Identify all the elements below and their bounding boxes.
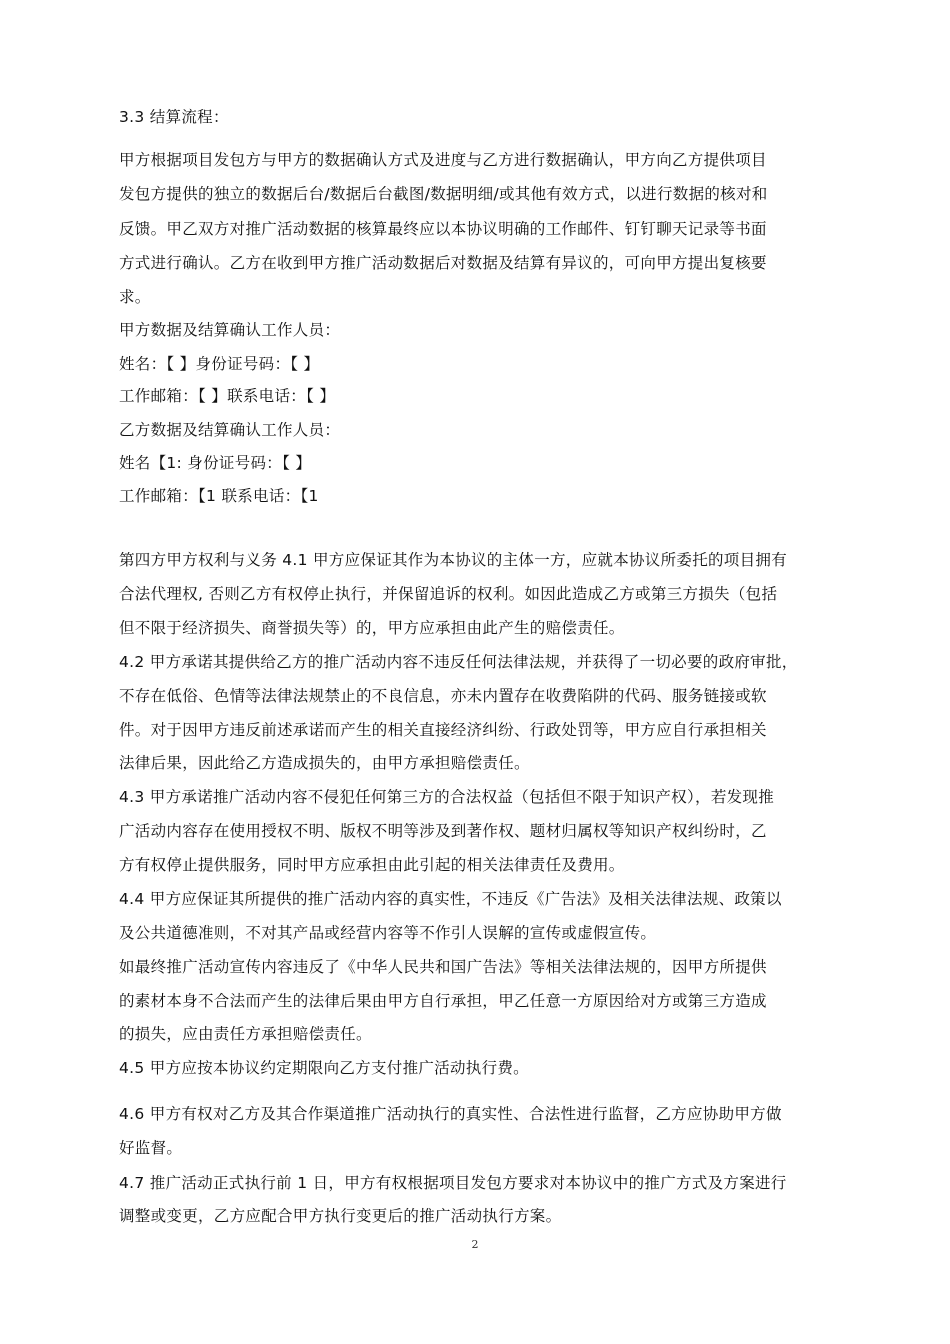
paragraph-line: 合法代理权, 否则乙方有权停止执行，并保留追诉的权利。如因此造成乙方或第三方损失（包括 [119, 585, 778, 603]
party-a-name-id: 姓名：【 】身份证号码：【 】 [119, 355, 320, 373]
paragraph-line: 调整或变更，乙方应配合甲方执行变更后的推广活动执行方案。 [119, 1207, 562, 1225]
paragraph-line: 的损失，应由责任方承担赔偿责任。 [119, 1025, 372, 1043]
paragraph-line: 不存在低俗、色情等法律法规禁止的不良信息，亦未内置存在收费陷阱的代码、服务链接或软 [119, 687, 767, 705]
paragraph-line: 件。对于因甲方违反前述承诺而产生的相关直接经济纠纷、行政处罚等，甲方应自行承担相关 [119, 721, 767, 739]
paragraph-line: 求。 [119, 288, 151, 306]
paragraph-line: 好监督。 [119, 1139, 183, 1157]
paragraph-line: 第四方甲方权利与义务 4.1 甲方应保证其作为本协议的主体一方，应就本协议所委托的项目拥有 [119, 551, 788, 569]
paragraph-line: 及公共道德准则，不对其产品或经营内容等不作引人误解的宣传或虚假宣传。 [119, 924, 657, 942]
paragraph-line: 方有权停止提供服务，同时甲方应承担由此引起的相关法律责任及费用。 [119, 856, 625, 874]
party-a-email-phone: 工作邮箱：【 】联系电话：【 】 [119, 387, 336, 405]
paragraph-line: 发包方提供的独立的数据后台/数据后台截图/数据明细/或其他有效方式，以进行数据的核对和 [119, 185, 768, 203]
paragraph-line: 4.4 甲方应保证其所提供的推广活动内容的真实性，不违反《广告法》及相关法律法规、政策以 [119, 890, 782, 908]
paragraph-line: 方式进行确认。乙方在收到甲方推广活动数据后对数据及结算有异议的，可向甲方提出复核要 [119, 254, 767, 272]
paragraph-line: 4.5 甲方应按本协议约定期限向乙方支付推广活动执行费。 [119, 1059, 529, 1077]
paragraph-line: 4.2 甲方承诺其提供给乙方的推广活动内容不违反任何法律法规，并获得了一切必要的政府审批， [119, 653, 798, 671]
paragraph-line: 4.7 推广活动正式执行前 1 日，甲方有权根据项目发包方要求对本协议中的推广方式及方案进行 [119, 1174, 787, 1192]
paragraph-line: 反馈。甲乙双方对推广活动数据的核算最终应以本协议明确的工作邮件、钉钉聊天记录等书面 [119, 220, 767, 238]
paragraph-line: 如最终推广活动宣传内容违反了《中华人民共和国广告法》等相关法律法规的，因甲方所提供 [119, 958, 767, 976]
paragraph-line: 4.3 甲方承诺推广活动内容不侵犯任何第三方的合法权益（包括但不限于知识产权），若发现推 [119, 788, 775, 806]
party-b-contact-heading: 乙方数据及结算确认工作人员： [119, 421, 341, 439]
section-heading: 3.3 结算流程： [119, 108, 229, 126]
paragraph-line: 的素材本身不合法而产生的法律后果由甲方自行承担，甲乙任意一方原因给对方或第三方造成 [119, 992, 767, 1010]
party-a-contact-heading: 甲方数据及结算确认工作人员： [119, 321, 341, 339]
paragraph-line: 但不限于经济损失、商誉损失等）的，甲方应承担由此产生的赔偿责任。 [119, 619, 625, 637]
paragraph-line: 法律后果，因此给乙方造成损失的，由甲方承担赔偿责任。 [119, 754, 530, 772]
party-b-name-id: 姓名【1: 身份证号码：【 】 [119, 454, 312, 472]
page-number: 2 [471, 1238, 479, 1251]
paragraph-line: 甲方根据项目发包方与甲方的数据确认方式及进度与乙方进行数据确认，甲方向乙方提供项目 [119, 151, 767, 169]
paragraph-line: 4.6 甲方有权对乙方及其合作渠道推广活动执行的真实性、合法性进行监督，乙方应协助甲方做 [119, 1105, 782, 1123]
paragraph-line: 广活动内容存在使用授权不明、版权不明等涉及到著作权、题材归属权等知识产权纠纷时，乙 [119, 822, 767, 840]
party-b-email-phone: 工作邮箱：【1 联系电话：【1 [119, 487, 319, 505]
